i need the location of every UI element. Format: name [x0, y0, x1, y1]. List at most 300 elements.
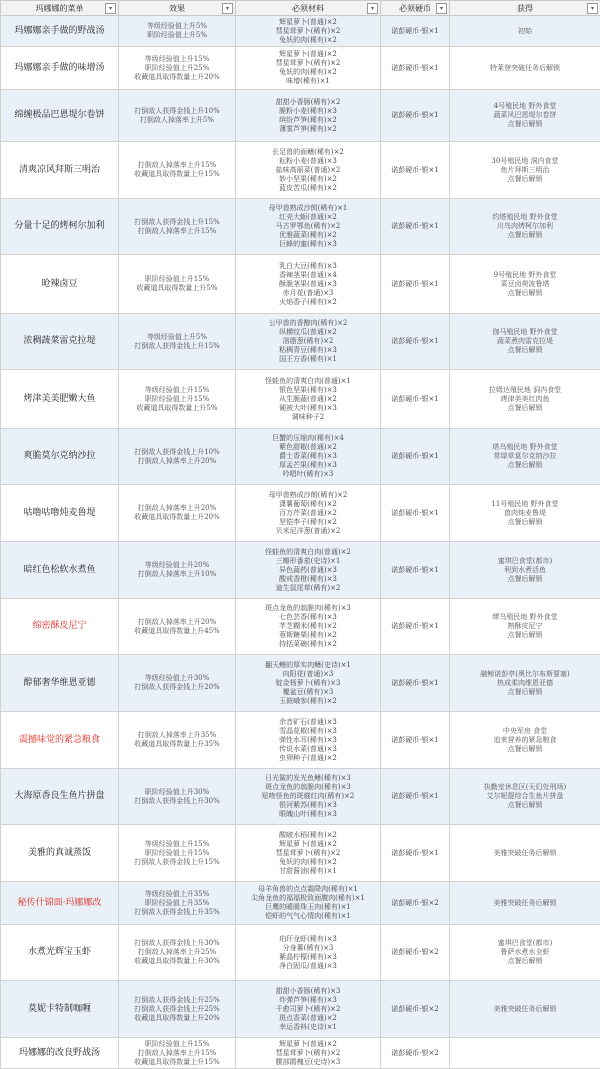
materials-cell-line: 硬被大叶(稀有)×3: [238, 404, 378, 413]
effect-cell-line: 打倒敌人掉落率上升20%: [121, 457, 233, 466]
dropdown-arrow-icon[interactable]: ▾: [436, 3, 447, 14]
materials-cell: [236, 199, 381, 255]
materials-cell-line: 紫色甜椒(普通)×2: [238, 443, 378, 452]
coin-cell: 诺彭硬币·银×2: [381, 925, 450, 981]
effect-cell-line: 打倒敌人掉落率上升25%: [121, 948, 233, 957]
obtain-cell-line: 点餐后解锁: [452, 745, 598, 754]
materials-cell-line: 彗星茸萝卜(稀有)×2: [238, 59, 378, 68]
obtain-cell-line: 4号殖民地 野外食堂: [452, 102, 598, 111]
materials-cell-line: 蓝皮苦瓜(稀有)×2: [238, 184, 378, 193]
effect-cell: [119, 882, 236, 925]
obtain-cell-line: 鱼片拜斯三明治: [452, 166, 598, 175]
materials-cell-line: 腰部鹃槐豆(史诗)×3: [238, 1058, 378, 1067]
materials-cell-line: 蓉斯糖栗(稀有)×2: [238, 631, 378, 640]
materials-cell: [236, 769, 381, 825]
effect-cell: [119, 429, 236, 485]
recipe-name: 震撼味觉的紧急粮食: [1, 712, 119, 769]
obtain-cell-line: 11号殖民地 野外食堂: [452, 500, 598, 509]
obtain-cell: [450, 90, 600, 142]
materials-cell-line: 玉筱峨参(稀有)×2: [238, 697, 378, 706]
effect-cell-line: 打倒敌人获得金钱上升15%: [121, 342, 233, 351]
obtain-cell-line: 追来营养的紧急粮食: [452, 736, 598, 745]
dropdown-arrow-icon[interactable]: ▾: [222, 3, 233, 14]
coin-cell: 诺彭硬币·银×2: [381, 882, 450, 925]
recipe-name: 暗红色松软水煮鱼: [1, 542, 119, 599]
obtain-cell-line: 点餐后解锁: [452, 231, 598, 240]
obtain-cell-line: 点餐后解锁: [452, 688, 598, 697]
obtain-cell: [450, 825, 600, 882]
obtain-cell-line: 点餐后解锁: [452, 175, 598, 184]
coin-cell: 诺彭硬币·银×1: [381, 90, 450, 142]
obtain-cell: [450, 769, 600, 825]
obtain-cell-line: 拉姆达殖民地 洞内食堂: [452, 386, 598, 395]
effect-cell-line: 打倒敌人掉落率上升10%: [121, 570, 233, 579]
effect-cell: [119, 255, 236, 314]
materials-cell-line: 千愈司萝卜(稀有)×2: [238, 1005, 378, 1014]
recipe-name: 大海原香良生鱼片拼盘: [1, 769, 119, 825]
coin-cell: 诺彭硬币·银×1: [381, 255, 450, 314]
materials-cell-line: 爵士香菜(稀有)×3: [238, 452, 378, 461]
table-row: [1, 882, 600, 925]
obtain-cell: [450, 255, 600, 314]
materials-cell-line: 覆盆豆(稀有)×3: [238, 688, 378, 697]
effect-cell-line: 等级经验值上升15%: [121, 840, 233, 849]
table-row: [1, 90, 600, 142]
coin-cell: 诺彭硬币·银×1: [381, 769, 450, 825]
table-body: [1, 16, 600, 1069]
coin-cell: 诺彭硬币·银×1: [381, 370, 450, 429]
header-coins[interactable]: 必须硬币 ▾: [381, 1, 450, 16]
materials-cell-line: 脆粉小麦(稀有)×3: [238, 107, 378, 116]
obtain-cell: [450, 655, 600, 712]
effect-cell-line: 职阶经验值上升15%: [121, 1040, 233, 1049]
effect-cell-line: 等级经验值上升15%: [121, 55, 233, 64]
obtain-cell-line: 点餐后解锁: [452, 801, 598, 810]
effect-cell-line: 收藏道具取得数量上升15%: [121, 1058, 233, 1067]
materials-cell-line: 长足兽的面鳍(稀有)×2: [238, 148, 378, 157]
coin-cell: 诺彭硬币·银×1: [381, 825, 450, 882]
recipe-name: 爽脆莫尔克纳沙拉: [1, 429, 119, 485]
table-row: [1, 1038, 600, 1069]
dropdown-arrow-icon[interactable]: ▾: [105, 3, 116, 14]
obtain-cell: [450, 882, 600, 925]
table-row: [1, 925, 600, 981]
materials-cell: [236, 1038, 381, 1069]
materials-cell-line: 赤月花(普通)×3: [238, 289, 378, 298]
effect-cell-line: 收藏道具取得数量上升20%: [121, 513, 233, 522]
recipe-name: 绵缠极品巴恩堤尔卷饼: [1, 90, 119, 142]
materials-cell-line: 炸弹芦笋(稀有)×3: [238, 996, 378, 1005]
effect-cell-line: 职阶经验值上升15%: [121, 275, 233, 284]
obtain-cell-line: 初始: [452, 27, 598, 36]
effect-cell-line: 打倒敌人获得金钱上升10%: [121, 107, 233, 116]
effect-cell-line: 打倒敌人获得金钱上升15%: [121, 218, 233, 227]
effect-cell-line: 等级经验值上升30%: [121, 674, 233, 683]
dropdown-arrow-icon[interactable]: ▾: [587, 3, 598, 14]
obtain-cell: [450, 1038, 600, 1069]
materials-cell: [236, 314, 381, 370]
materials-cell-line: 眼魄山叶(稀有)×3: [238, 810, 378, 819]
materials-cell-line: 酸戒香橙(稀有)×3: [238, 575, 378, 584]
materials-cell-line: 巨蜂的蜜(稀有)×3: [238, 240, 378, 249]
materials-cell-line: 净白固瓜(普通)×3: [238, 962, 378, 971]
header-row: [1, 1, 600, 16]
coin-cell: 诺彭硬币·银×1: [381, 599, 450, 655]
obtain-cell-line: 点餐后解锁: [452, 575, 598, 584]
recipe-name: 玛娜娜亲手做的味增汤: [1, 47, 119, 90]
materials-cell-line: 余音矿石(普通)×3: [238, 718, 378, 727]
effect-cell-line: 收藏道具取得数量上升20%: [121, 73, 233, 82]
coin-cell: 诺彭硬币·银×1: [381, 314, 450, 370]
materials-cell-line: 酸啵水稻(稀有)×2: [238, 831, 378, 840]
obtain-cell-line: 常绿草莫尔克纳沙拉: [452, 452, 598, 461]
materials-cell-line: 雪晶花椒(稀有)×3: [238, 727, 378, 736]
coin-cell: 诺彭硬币·银×1: [381, 429, 450, 485]
materials-cell-line: 兔妖的肉(稀有)×2: [238, 36, 378, 45]
materials-cell-line: 从生脆蔬(普通)×2: [238, 395, 378, 404]
recipe-name: 绵密酥皮尼宁: [1, 599, 119, 655]
effect-cell: [119, 925, 236, 981]
effect-cell-line: 职阶经验值上升15%: [121, 395, 233, 404]
obtain-cell-line: 蔬菜煮肉雷克拉堤: [452, 337, 598, 346]
materials-cell-line: 粘稠青豆(稀有)×3: [238, 346, 378, 355]
materials-cell-line: 银河紫苏(稀有)×3: [238, 801, 378, 810]
effect-cell-line: 打倒敌人掉落率上升20%: [121, 504, 233, 513]
effect-cell-line: 收藏道具取得数量上升20%: [121, 1014, 233, 1023]
effect-cell-line: 打倒敌人掉落率上升15%: [121, 161, 233, 170]
materials-cell-line: 厚孟芒果(稀有)×3: [238, 461, 378, 470]
materials-cell-line: 巨蟹的压缩肉(稀有)×4: [238, 434, 378, 443]
materials-cell-line: 斑点香菜(普通)×2: [238, 1014, 378, 1023]
effect-cell-line: 打倒敌人掉落率上升20%: [121, 618, 233, 627]
effect-cell-line: 收藏道具取得数量上升5%: [121, 404, 233, 413]
effect-cell-line: 等级经验值上升5%: [121, 333, 233, 342]
effect-cell-line: 打倒敌人获得金钱上升25%: [121, 996, 233, 1005]
obtain-cell: [450, 199, 600, 255]
table-row: [1, 542, 600, 599]
materials-cell: [236, 142, 381, 199]
obtain-cell: [450, 142, 600, 199]
effect-cell-line: 打倒敌人获得金钱上升20%: [121, 683, 233, 692]
obtain-cell-line: 艾尔妮提综合生鱼片拼盘: [452, 792, 598, 801]
effect-cell: [119, 712, 236, 769]
obtain-cell-line: 利到水煮活鱼: [452, 566, 598, 575]
materials-cell-line: 潇薯葡萄(稀有)×2: [238, 500, 378, 509]
materials-cell: [236, 47, 381, 90]
effect-cell-line: 打倒敌人获得金钱上升15%: [121, 858, 233, 867]
materials-cell-line: 辉星萝卜(普通)×2: [238, 1040, 378, 1049]
recipe-name: 烤津美美肥嫩大鱼: [1, 370, 119, 429]
recipe-name: 莫妮卡特制咖喱: [1, 981, 119, 1038]
materials-cell-line: 马古罗鄂鱼(稀有)×2: [238, 222, 378, 231]
table-row: [1, 769, 600, 825]
materials-cell-line: 芊芝糊米(稀有)×2: [238, 622, 378, 631]
materials-cell-line: 怪蛙鱼的清爽白肉(普通)×2: [238, 548, 378, 557]
obtain-cell-line: 蔬菜风巴恩堤尔卷饼: [452, 111, 598, 120]
materials-cell-line: 盐味高丽菜(普通)×2: [238, 166, 378, 175]
materials-cell-line: 彗星茸萝卜(稀有)×2: [238, 849, 378, 858]
materials-cell-line: 幸运香料(史诗)×1: [238, 1023, 378, 1032]
effect-cell-line: 打倒敌人获得金钱上升35%: [121, 908, 233, 917]
effect-cell: [119, 199, 236, 255]
obtain-cell-line: 菜豆卤荷波鲁塔: [452, 280, 598, 289]
effect-cell-line: 职阶经验值上升15%: [121, 849, 233, 858]
effect-cell-line: 职阶经验值上升35%: [121, 899, 233, 908]
materials-cell-line: 优雅蔬菜(稀有)×2: [238, 231, 378, 240]
table-row: [1, 655, 600, 712]
materials-cell-line: 三瓣形番茄(史诗)×1: [238, 557, 378, 566]
effect-cell: [119, 485, 236, 542]
obtain-cell: [450, 47, 600, 90]
obtain-cell-line: 点餐后解锁: [452, 518, 598, 527]
obtain-cell-line: 鲁萨水煮水全虾: [452, 948, 598, 957]
table-row: [1, 142, 600, 199]
table-row: [1, 370, 600, 429]
header-menu[interactable]: 玛娜娜的菜单 ▾: [1, 1, 119, 16]
materials-cell-line: 兔妖的肉(稀有)×2: [238, 68, 378, 77]
effect-cell: [119, 769, 236, 825]
effect-cell: [119, 655, 236, 712]
effect-cell-line: 收藏道具取得数量上升5%: [121, 284, 233, 293]
coin-cell: 诺彭硬币·银×2: [381, 981, 450, 1038]
obtain-cell-line: 熟酥皮尼宁: [452, 622, 598, 631]
materials-cell-line: 彗星茸萝卜(稀有)×2: [238, 27, 378, 36]
obtain-cell-line: 9号殖民地 野外食堂: [452, 271, 598, 280]
materials-cell-line: 斑点龙鱼的翁脆肉(稀有)×3: [238, 604, 378, 613]
materials-cell-line: 甜甜小香肠(稀有)×2: [238, 98, 378, 107]
obtain-cell: [450, 485, 600, 542]
materials-cell-line: 巨鹰的暖暖珠玉肉(稀有)×1: [238, 903, 378, 912]
materials-cell-line: 弹性水耳(稀有)×3: [238, 736, 378, 745]
materials-cell: [236, 429, 381, 485]
materials-cell-line: 兔妖的肉(稀有)×2: [238, 858, 378, 867]
effect-cell: [119, 16, 236, 47]
materials-cell-line: 坚铠李子(稀有)×2: [238, 518, 378, 527]
effect-cell-line: 收藏道具取得数量上升30%: [121, 957, 233, 966]
materials-cell-line: 辉星萝卜(普通)×2: [238, 50, 378, 59]
materials-cell-line: 翻天鳗的厚实肉鳍(史诗)×1: [238, 661, 378, 670]
effect-cell: [119, 825, 236, 882]
materials-cell-line: 百万芹菜(普通)×2: [238, 509, 378, 518]
coin-cell: 诺彭硬币·银×1: [381, 16, 450, 47]
effect-cell-line: 打倒敌人获得金钱上升10%: [121, 448, 233, 457]
obtain-cell: [450, 314, 600, 370]
obtain-cell: [450, 599, 600, 655]
materials-cell-line: 持括菜碗(稀有)×2: [238, 640, 378, 649]
materials-cell: [236, 542, 381, 599]
recipe-name: 醇郁奢华维恩亚德: [1, 655, 119, 712]
materials-cell: [236, 370, 381, 429]
materials-cell: [236, 16, 381, 47]
materials-cell-line: 纵横纹瓜(普通)×2: [238, 328, 378, 337]
materials-cell-line: 异色蔬药(普通)×3: [238, 566, 378, 575]
materials-cell-line: 紫晶柠檬(稀有)×3: [238, 953, 378, 962]
recipe-name: 玛娜娜的改良野战汤: [1, 1038, 119, 1069]
obtain-cell-line: 点餐后解锁: [452, 461, 598, 470]
materials-cell-line: 银色坚果(稀有)×3: [238, 386, 378, 395]
effect-cell: [119, 542, 236, 599]
effect-cell-line: 等级经验值上升5%: [121, 22, 233, 31]
obtain-cell-line: 约塔殖民地 野外食堂: [452, 213, 598, 222]
materials-cell-line: 彗星茸萝卜(稀有)×2: [238, 1049, 378, 1058]
header-materials[interactable]: 必须材料 ▾: [236, 1, 381, 16]
header-obtain[interactable]: 获得 ▾: [450, 1, 600, 16]
materials-cell: [236, 90, 381, 142]
effect-cell: [119, 47, 236, 90]
coin-cell: 诺彭硬币·银×1: [381, 542, 450, 599]
effect-cell-line: 打倒敌人掉落率上升15%: [121, 227, 233, 236]
obtain-cell-line: 川鸟肉烤柯尔加利: [452, 222, 598, 231]
materials-cell: [236, 712, 381, 769]
materials-cell-line: 薄雾芦笋(稀有)×2: [238, 125, 378, 134]
effect-cell-line: 打倒敌人掉落率上升15%: [121, 1049, 233, 1058]
materials-cell-line: 吟唱叶(稀有)×3: [238, 470, 378, 479]
materials-cell-line: 向阳花(普通)×3: [238, 670, 378, 679]
obtain-cell-line: 点餐后解锁: [452, 404, 598, 413]
materials-cell-line: 日光鲨的发光鱼鳍(稀有)×3: [238, 774, 378, 783]
table-row: [1, 16, 600, 47]
materials-cell-line: 耘粉小麦(普通)×3: [238, 157, 378, 166]
obtain-cell: [450, 542, 600, 599]
effect-cell-line: 收藏道具取得数量上升35%: [121, 740, 233, 749]
table-row: [1, 981, 600, 1038]
table-row: [1, 314, 600, 370]
coin-cell: 诺彭硬币·银×1: [381, 142, 450, 199]
effect-cell-line: 收藏道具取得数量上升15%: [121, 170, 233, 179]
table-row: [1, 599, 600, 655]
obtain-cell-line: 点餐后解锁: [452, 957, 598, 966]
materials-cell-line: 怪蛙鱼的清爽白肉(普通)×1: [238, 377, 378, 386]
effect-cell: [119, 90, 236, 142]
effect-cell: [119, 314, 236, 370]
materials-cell-line: 甘甜酱油(稀有)×1: [238, 867, 378, 876]
obtain-cell-line: 点餐后解锁: [452, 289, 598, 298]
effect-cell: [119, 599, 236, 655]
materials-cell-line: 乳白大豆(稀有)×3: [238, 262, 378, 271]
obtain-cell-line: 点餐后解锁: [452, 346, 598, 355]
materials-cell: [236, 655, 381, 712]
materials-cell-line: 分身薯(稀有)×3: [238, 944, 378, 953]
coin-cell: 诺彭硬币·银×2: [381, 1038, 450, 1069]
obtain-cell-line: 热成柔肉维恩亚德: [452, 679, 598, 688]
obtain-cell-line: 点餐后解锁: [452, 120, 598, 129]
materials-cell-line: 母甲兽熟成沙朗(稀有)×2: [238, 491, 378, 500]
effect-cell: [119, 1038, 236, 1069]
materials-cell-line: 辉星萝卜(普通)×2: [238, 840, 378, 849]
obtain-cell-line: 蜜琪巴食堂(都市): [452, 557, 598, 566]
materials-cell-line: 溶脂葱(稀有)×2: [238, 337, 378, 346]
table-row: [1, 255, 600, 314]
materials-cell-line: 国王方香(稀有)×1: [238, 355, 378, 364]
recipe-name: 呛辣卤豆: [1, 255, 119, 314]
obtain-cell-line: 执勤室休息区(天幻处刑场): [452, 783, 598, 792]
obtain-cell-line: 美雅突破任务后解锁: [452, 899, 598, 908]
materials-cell-line: 铠虾的气气心情肉(稀有)×1: [238, 912, 378, 921]
effect-cell: [119, 142, 236, 199]
materials-cell: [236, 825, 381, 882]
obtain-cell-line: 塔乌殖民地 野外食堂: [452, 443, 598, 452]
materials-cell-line: 虫卵种子(普通)×2: [238, 754, 378, 763]
effect-cell-line: 职阶经验值上升5%: [121, 31, 233, 40]
obtain-cell-line: 蜜琪巴食堂(都市): [452, 939, 598, 948]
recipe-name: 水煮光辉宝玉虾: [1, 925, 119, 981]
materials-cell-line: 辉星萝卜(普通)×2: [238, 18, 378, 27]
materials-cell: [236, 255, 381, 314]
materials-cell-line: 尖角龙鱼的福福极致面腹肉(稀有)×1: [238, 894, 378, 903]
obtain-cell-line: 30号殖民地 洞内食堂: [452, 157, 598, 166]
obtain-cell-line: 伽马殖民地 野外食堂: [452, 328, 598, 337]
recipe-name: 咕噜咕噜炖麦鲁堤: [1, 485, 119, 542]
effect-cell-line: 打倒敌人获得金钱上升30%: [121, 797, 233, 806]
effect-cell-line: 等级经验值上升20%: [121, 561, 233, 570]
materials-cell-line: 贝米尼洋葱(普通)×2: [238, 527, 378, 536]
obtain-cell: [450, 981, 600, 1038]
obtain-cell-line: 美雅突破任务后解锁: [452, 849, 598, 858]
materials-cell: [236, 882, 381, 925]
table-row: [1, 199, 600, 255]
coin-cell: 诺彭硬币·银×1: [381, 655, 450, 712]
materials-cell-line: 味增(稀有)×1: [238, 77, 378, 86]
obtain-cell-line: 中央军房 食堂: [452, 727, 598, 736]
table-row: [1, 485, 600, 542]
effect-cell: [119, 370, 236, 429]
materials-cell: [236, 925, 381, 981]
coin-cell: 诺彭硬币·银×1: [381, 485, 450, 542]
obtain-cell: [450, 16, 600, 47]
recipe-name: 清爽凉风拜斯三明治: [1, 142, 119, 199]
obtain-cell-line: 缪乌殖民地 野外食堂: [452, 613, 598, 622]
materials-cell: [236, 981, 381, 1038]
effect-cell-line: 打倒敌人获得金钱上升25%: [121, 1005, 233, 1014]
materials-cell-line: 迪生鼠尾草(稀有)×2: [238, 584, 378, 593]
materials-cell-line: 传说水菜(普通)×3: [238, 745, 378, 754]
obtain-cell-line: 美雅突破任务后解锁: [452, 1005, 598, 1014]
effect-cell-line: 打倒敌人获得金钱上升30%: [121, 939, 233, 948]
materials-cell-line: 短吻怪鱼的斑燧红肉(稀有)×2: [238, 792, 378, 801]
effect-cell-line: 职阶经验值上升25%: [121, 64, 233, 73]
obtain-cell: [450, 712, 600, 769]
materials-cell-line: 母羊角兽的点点霜降肉(稀有)×1: [238, 885, 378, 894]
recipe-name: 分量十足的烤柯尔加利: [1, 199, 119, 255]
effect-cell-line: 收藏道具取得数量上升45%: [121, 627, 233, 636]
materials-cell-line: 母甲兽熟成沙朗(稀有)×1: [238, 204, 378, 213]
obtain-cell-line: 特莱登突破任务后解锁: [452, 64, 598, 73]
materials-cell-line: 红壳大蛎(普通)×2: [238, 213, 378, 222]
effect-cell: [119, 981, 236, 1038]
recipe-name: 美雅的真诚蒸饭: [1, 825, 119, 882]
materials-cell: [236, 599, 381, 655]
dropdown-arrow-icon[interactable]: ▾: [367, 3, 378, 14]
obtain-cell: [450, 429, 600, 485]
materials-cell-line: 珀玕龙虾(稀有)×3: [238, 935, 378, 944]
obtain-cell: [450, 370, 600, 429]
effect-cell-line: 打倒敌人掉落率上升5%: [121, 116, 233, 125]
effect-cell-line: 等级经验值上升15%: [121, 386, 233, 395]
coin-cell: 诺彭硬币·银×1: [381, 47, 450, 90]
obtain-cell: [450, 925, 600, 981]
materials-cell-line: 公甲兽的香醇肉(稀有)×2: [238, 319, 378, 328]
coin-cell: 诺彭硬币·银×1: [381, 712, 450, 769]
materials-cell-line: 火焰香子(稀有)×2: [238, 298, 378, 307]
effect-cell-line: 打倒敌人掉落率上升35%: [121, 731, 233, 740]
effect-cell-line: 职阶经验值上升30%: [121, 788, 233, 797]
recipe-name: 玛娜娜亲手做的野战汤: [1, 16, 119, 47]
table-row: [1, 429, 600, 485]
table-row: [1, 825, 600, 882]
header-effect[interactable]: 效果 ▾: [119, 1, 236, 16]
obtain-cell-line: 融鲸诺彭亭(奥比尔布斯要塞): [452, 670, 598, 679]
materials-cell-line: 缤纷芦笋(稀有)×2: [238, 116, 378, 125]
